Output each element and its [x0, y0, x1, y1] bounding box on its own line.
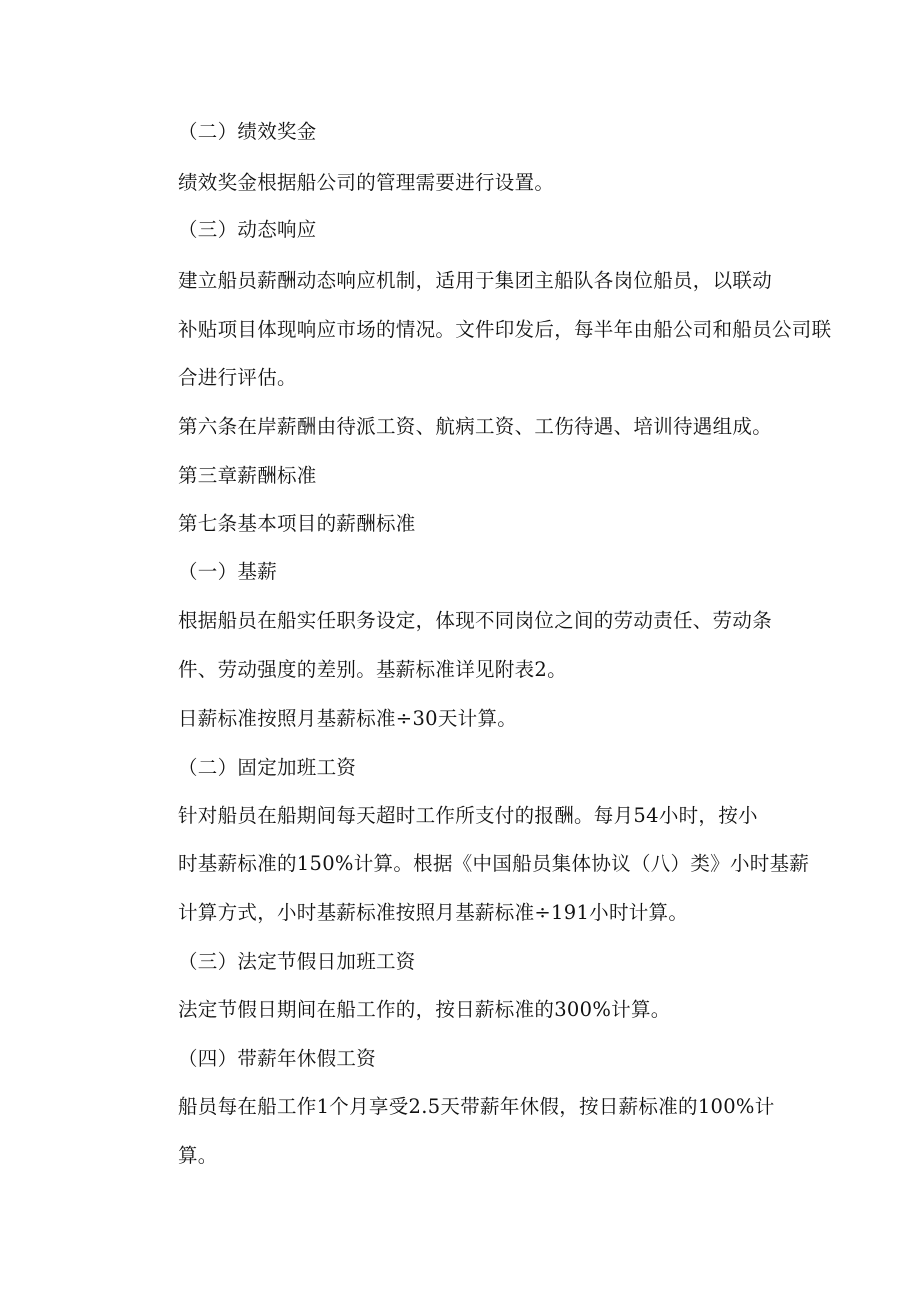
paragraph-line: 合进行评估。	[178, 366, 297, 389]
paragraph-line: 日薪标准按照月基薪标准÷30天计算。	[178, 707, 518, 730]
paragraph-line: 针对船员在船期间每天超时工作所支付的报酬。每月54小时，按小	[178, 804, 758, 827]
paragraph-line: 算。	[178, 1144, 218, 1167]
chapter-heading: 第三章薪酬标准	[178, 464, 317, 487]
paragraph-line: 第六条在岸薪酬由待派工资、航病工资、工伤待遇、培训待遇组成。	[178, 415, 773, 438]
paragraph-line: 绩效奖金根据船公司的管理需要进行设置。	[178, 171, 555, 194]
heading-performance-bonus: （二）绩效奖金	[178, 120, 317, 143]
heading-dynamic-response: （三）动态响应	[178, 218, 317, 241]
paragraph-line: 船员每在船工作1个月享受2.5天带薪年休假，按日薪标准的100%计	[178, 1095, 775, 1118]
paragraph-line: 法定节假日期间在船工作的，按日薪标准的300%计算。	[178, 998, 671, 1021]
paragraph-line: 计算方式，小时基薪标准按照月基薪标准÷191小时计算。	[178, 901, 689, 924]
heading-holiday-overtime: （三）法定节假日加班工资	[178, 950, 416, 973]
paragraph-line: 补贴项目体现响应市场的情况。文件印发后，每半年由船公司和船员公司联	[178, 318, 832, 341]
paragraph-line: 件、劳动强度的差别。基薪标准详见附表2。	[178, 658, 567, 681]
paragraph-line: 时基薪标准的150%计算。根据《中国船员集体协议（八）类》小时基薪	[178, 852, 810, 875]
heading-paid-annual-leave: （四）带薪年休假工资	[178, 1047, 377, 1070]
article-heading: 第七条基本项目的薪酬标准	[178, 512, 416, 535]
paragraph-line: 建立船员薪酬动态响应机制，适用于集团主船队各岗位船员，以联动	[178, 269, 773, 292]
heading-fixed-overtime: （二）固定加班工资	[178, 756, 357, 779]
heading-base-salary: （一）基薪	[178, 560, 278, 583]
paragraph-line: 根据船员在船实任职务设定，体现不同岗位之间的劳动责任、劳动条	[178, 609, 773, 632]
